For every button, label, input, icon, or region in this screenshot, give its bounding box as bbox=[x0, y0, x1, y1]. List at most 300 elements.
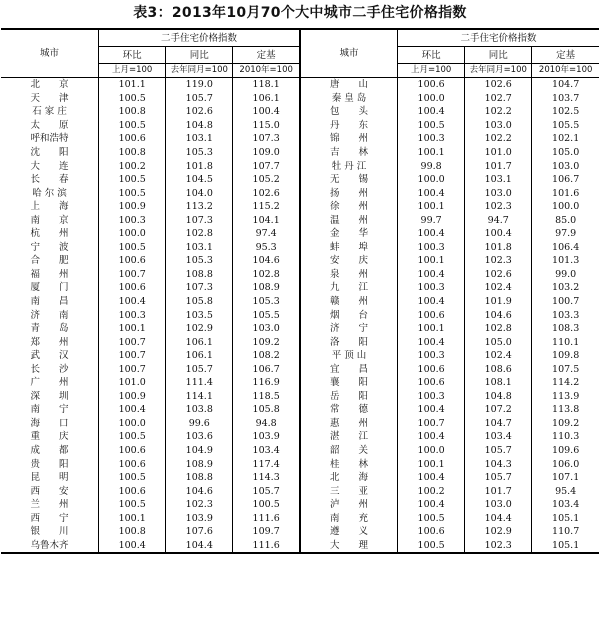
right-base-cell: 105.5 bbox=[552, 119, 580, 131]
table-row bbox=[1, 268, 599, 282]
table-row bbox=[1, 335, 599, 349]
table-row bbox=[1, 159, 599, 173]
left-city-cell: 长 春 bbox=[1, 173, 99, 187]
table-row bbox=[1, 308, 599, 322]
table-row bbox=[1, 146, 599, 160]
left-mom-cell: 100.4 bbox=[99, 539, 166, 554]
right-city-cell: 洛 阳 bbox=[300, 335, 398, 349]
right-base-cell: 114.2 bbox=[552, 377, 580, 389]
left-base-cell: 109.0 bbox=[252, 147, 280, 158]
left-base-cell: 109.2 bbox=[252, 336, 280, 348]
right-base-cell: 103.4 bbox=[552, 499, 580, 511]
yoy-header-left: 同比 bbox=[166, 47, 233, 64]
right-mom-cell: 100.4 bbox=[398, 471, 465, 485]
table-row bbox=[1, 132, 599, 146]
left-yoy-cell: 104.0 bbox=[166, 186, 233, 200]
right-city-cell: 南 充 bbox=[300, 512, 398, 526]
left-city-cell: 太 原 bbox=[1, 119, 99, 133]
left-mom-cell: 100.4 bbox=[99, 295, 166, 309]
right-mom-cell: 100.3 bbox=[398, 241, 465, 255]
right-city-cell: 大 理 bbox=[300, 539, 398, 554]
base-base-left: 2010年=100 bbox=[233, 64, 300, 78]
table-row bbox=[1, 254, 599, 268]
right-mom-cell: 100.4 bbox=[398, 186, 465, 200]
left-base-cell: 100.4 bbox=[252, 106, 280, 118]
left-city-cell: 广 州 bbox=[1, 376, 99, 390]
right-city-cell: 安 庆 bbox=[300, 254, 398, 268]
right-base-cell: 102.1 bbox=[552, 133, 580, 145]
right-mom-cell: 100.2 bbox=[398, 484, 465, 498]
right-yoy-cell: 103.0 bbox=[465, 498, 532, 512]
table-row bbox=[1, 281, 599, 295]
right-yoy-cell: 102.3 bbox=[465, 200, 532, 214]
left-base-cell: 104.6 bbox=[252, 255, 280, 267]
left-city-cell: 大 连 bbox=[1, 159, 99, 173]
right-base-cell: 102.5 bbox=[552, 106, 580, 118]
left-yoy-cell: 104.5 bbox=[166, 173, 233, 187]
left-base-cell: 106.7 bbox=[252, 363, 280, 375]
right-base-cell: 110.3 bbox=[552, 431, 580, 443]
right-yoy-cell: 105.0 bbox=[465, 335, 532, 349]
right-yoy-cell: 102.6 bbox=[465, 78, 532, 92]
table-row bbox=[1, 119, 599, 133]
left-base-cell: 109.7 bbox=[252, 526, 280, 538]
mom-base-left: 上月=100 bbox=[99, 64, 166, 78]
left-base-cell: 100.5 bbox=[252, 499, 280, 511]
left-mom-cell: 100.5 bbox=[99, 471, 166, 485]
left-city-cell: 兰 州 bbox=[1, 498, 99, 512]
left-yoy-cell: 102.6 bbox=[166, 105, 233, 119]
left-mom-cell: 100.6 bbox=[99, 281, 166, 295]
left-mom-cell: 100.9 bbox=[99, 200, 166, 214]
right-yoy-cell: 101.9 bbox=[465, 295, 532, 309]
left-base-cell: 103.4 bbox=[252, 445, 280, 457]
left-yoy-cell: 101.8 bbox=[166, 159, 233, 173]
right-city-cell: 襄 阳 bbox=[300, 376, 398, 390]
right-base-cell: 100.7 bbox=[552, 296, 580, 308]
right-yoy-cell: 104.7 bbox=[465, 417, 532, 431]
right-mom-cell: 100.1 bbox=[398, 200, 465, 214]
right-mom-cell: 100.0 bbox=[398, 173, 465, 187]
left-base-cell: 105.2 bbox=[252, 174, 280, 186]
right-yoy-cell: 108.6 bbox=[465, 362, 532, 376]
right-mom-cell: 100.6 bbox=[398, 308, 465, 322]
city-header-right: 城市 bbox=[300, 29, 398, 78]
yoy-base-right: 去年同月=100 bbox=[465, 64, 532, 78]
right-mom-cell: 100.5 bbox=[398, 539, 465, 554]
right-mom-cell: 100.3 bbox=[398, 132, 465, 146]
right-base-cell: 110.1 bbox=[552, 336, 580, 348]
left-base-cell: 105.7 bbox=[252, 485, 280, 497]
left-yoy-cell: 103.6 bbox=[166, 430, 233, 444]
right-mom-cell: 100.6 bbox=[398, 525, 465, 539]
right-base-cell: 103.3 bbox=[552, 309, 580, 321]
table-row bbox=[1, 471, 599, 485]
right-city-cell: 三 亚 bbox=[300, 484, 398, 498]
left-city-cell: 宁 波 bbox=[1, 241, 99, 255]
right-city-cell: 唐 山 bbox=[300, 78, 398, 92]
right-city-cell: 平 顶 山 bbox=[300, 349, 398, 363]
left-mom-cell: 100.6 bbox=[99, 444, 166, 458]
left-city-cell: 南 宁 bbox=[1, 403, 99, 417]
left-base-cell: 108.9 bbox=[252, 282, 280, 294]
left-city-cell: 上 海 bbox=[1, 200, 99, 214]
right-yoy-cell: 101.7 bbox=[465, 484, 532, 498]
right-base-cell: 103.0 bbox=[552, 160, 580, 172]
table-row bbox=[1, 173, 599, 187]
right-base-cell: 113.9 bbox=[552, 390, 580, 402]
left-mom-cell: 100.7 bbox=[99, 268, 166, 282]
left-city-cell: 成 都 bbox=[1, 444, 99, 458]
right-yoy-cell: 103.0 bbox=[465, 186, 532, 200]
left-mom-cell: 100.7 bbox=[99, 335, 166, 349]
left-mom-cell: 101.0 bbox=[99, 376, 166, 390]
right-mom-cell: 100.4 bbox=[398, 335, 465, 349]
left-city-cell: 乌鲁木齐 bbox=[1, 539, 99, 554]
left-yoy-cell: 114.1 bbox=[166, 390, 233, 404]
right-base-cell: 103.7 bbox=[552, 92, 580, 104]
table-row bbox=[1, 322, 599, 336]
right-base-cell: 108.3 bbox=[552, 323, 580, 335]
right-base-cell: 107.5 bbox=[552, 363, 580, 375]
right-city-cell: 赣 州 bbox=[300, 295, 398, 309]
left-base-cell: 103.9 bbox=[252, 431, 280, 443]
table-row bbox=[1, 200, 599, 214]
left-mom-cell: 100.5 bbox=[99, 119, 166, 133]
left-city-cell: 天 津 bbox=[1, 92, 99, 106]
table-row bbox=[1, 457, 599, 471]
left-city-cell: 哈 尔 滨 bbox=[1, 186, 99, 200]
left-yoy-cell: 106.1 bbox=[166, 349, 233, 363]
right-city-cell: 桂 林 bbox=[300, 457, 398, 471]
right-yoy-cell: 102.8 bbox=[465, 322, 532, 336]
left-city-cell: 长 沙 bbox=[1, 362, 99, 376]
right-city-cell: 金 华 bbox=[300, 227, 398, 241]
right-mom-cell: 99.7 bbox=[398, 213, 465, 227]
left-yoy-cell: 113.2 bbox=[166, 200, 233, 214]
table-row bbox=[1, 430, 599, 444]
right-city-cell: 湛 江 bbox=[300, 430, 398, 444]
left-yoy-cell: 107.3 bbox=[166, 213, 233, 227]
right-base-cell: 106.0 bbox=[552, 458, 580, 470]
group-header-left: 二手住宅价格指数 bbox=[99, 29, 300, 47]
left-base-cell: 102.6 bbox=[252, 187, 280, 199]
right-base-cell: 113.8 bbox=[552, 404, 580, 416]
left-yoy-cell: 102.3 bbox=[166, 498, 233, 512]
base-header-right: 定基 bbox=[532, 47, 599, 64]
left-yoy-cell: 108.9 bbox=[166, 457, 233, 471]
left-base-cell: 105.8 bbox=[252, 404, 280, 416]
left-city-cell: 昆 明 bbox=[1, 471, 99, 485]
right-yoy-cell: 104.3 bbox=[465, 457, 532, 471]
right-mom-cell: 100.6 bbox=[398, 376, 465, 390]
table-row bbox=[1, 213, 599, 227]
left-base-cell: 115.2 bbox=[252, 201, 280, 213]
right-yoy-cell: 102.2 bbox=[465, 132, 532, 146]
left-base-cell: 105.5 bbox=[252, 309, 280, 321]
table-row bbox=[1, 105, 599, 119]
right-base-cell: 85.0 bbox=[555, 214, 577, 226]
right-yoy-cell: 102.6 bbox=[465, 268, 532, 282]
right-city-cell: 九 江 bbox=[300, 281, 398, 295]
right-city-cell: 泸 州 bbox=[300, 498, 398, 512]
group-header-right: 二手住宅价格指数 bbox=[398, 29, 599, 47]
left-mom-cell: 100.5 bbox=[99, 173, 166, 187]
right-mom-cell: 100.4 bbox=[398, 227, 465, 241]
table-row bbox=[1, 539, 599, 554]
right-city-cell: 吉 林 bbox=[300, 146, 398, 160]
left-yoy-cell: 105.3 bbox=[166, 146, 233, 160]
left-city-cell: 西 宁 bbox=[1, 512, 99, 526]
right-yoy-cell: 102.4 bbox=[465, 349, 532, 363]
left-yoy-cell: 105.7 bbox=[166, 92, 233, 106]
left-base-cell: 94.8 bbox=[255, 417, 277, 429]
right-base-cell: 109.2 bbox=[552, 417, 580, 429]
table-row bbox=[1, 295, 599, 309]
table-title: 表3：2013年10月70个大中城市二手住宅价格指数 bbox=[133, 5, 467, 21]
table-row bbox=[1, 376, 599, 390]
right-yoy-cell: 101.8 bbox=[465, 241, 532, 255]
left-yoy-cell: 108.8 bbox=[166, 471, 233, 485]
left-city-cell: 青 岛 bbox=[1, 322, 99, 336]
table-row bbox=[1, 92, 599, 106]
right-yoy-cell: 102.3 bbox=[465, 254, 532, 268]
left-yoy-cell: 108.8 bbox=[166, 268, 233, 282]
right-yoy-cell: 103.4 bbox=[465, 430, 532, 444]
left-city-cell: 北 京 bbox=[1, 78, 99, 92]
left-yoy-cell: 105.7 bbox=[166, 362, 233, 376]
left-city-cell: 石 家 庄 bbox=[1, 105, 99, 119]
left-city-cell: 沈 阳 bbox=[1, 146, 99, 160]
left-mom-cell: 100.5 bbox=[99, 92, 166, 106]
right-city-cell: 徐 州 bbox=[300, 200, 398, 214]
left-mom-cell: 100.5 bbox=[99, 186, 166, 200]
left-base-cell: 118.5 bbox=[252, 390, 280, 402]
base-base-right: 2010年=100 bbox=[532, 64, 599, 78]
left-base-cell: 102.8 bbox=[252, 268, 280, 280]
right-mom-cell: 100.1 bbox=[398, 254, 465, 268]
left-city-cell: 济 南 bbox=[1, 308, 99, 322]
right-base-cell: 99.0 bbox=[555, 268, 577, 280]
left-city-cell: 郑 州 bbox=[1, 335, 99, 349]
left-yoy-cell: 99.6 bbox=[166, 417, 233, 431]
table-row bbox=[1, 241, 599, 255]
right-base-cell: 103.2 bbox=[552, 282, 580, 294]
right-base-cell: 95.4 bbox=[555, 485, 577, 497]
left-yoy-cell: 103.5 bbox=[166, 308, 233, 322]
left-base-cell: 106.1 bbox=[252, 92, 280, 104]
left-yoy-cell: 106.1 bbox=[166, 335, 233, 349]
right-base-cell: 101.3 bbox=[552, 255, 580, 267]
table-row bbox=[1, 403, 599, 417]
right-yoy-cell: 101.0 bbox=[465, 146, 532, 160]
right-base-cell: 105.1 bbox=[532, 539, 599, 554]
right-city-cell: 韶 关 bbox=[300, 444, 398, 458]
right-base-cell: 101.6 bbox=[552, 187, 580, 199]
right-mom-cell: 100.4 bbox=[398, 295, 465, 309]
left-mom-cell: 100.6 bbox=[99, 484, 166, 498]
table-row bbox=[1, 390, 599, 404]
right-city-cell: 宜 昌 bbox=[300, 362, 398, 376]
right-mom-cell: 100.5 bbox=[398, 119, 465, 133]
right-city-cell: 秦 皇 岛 bbox=[300, 92, 398, 106]
left-yoy-cell: 102.8 bbox=[166, 227, 233, 241]
left-mom-cell: 100.2 bbox=[99, 159, 166, 173]
left-mom-cell: 100.6 bbox=[99, 132, 166, 146]
table-row bbox=[1, 498, 599, 512]
city-header-left: 城市 bbox=[1, 29, 99, 78]
table-row bbox=[1, 349, 599, 363]
yoy-header-right: 同比 bbox=[465, 47, 532, 64]
left-mom-cell: 100.0 bbox=[99, 417, 166, 431]
right-mom-cell: 100.4 bbox=[398, 498, 465, 512]
left-base-cell: 116.9 bbox=[252, 377, 280, 389]
left-city-cell: 银 川 bbox=[1, 525, 99, 539]
left-base-cell: 97.4 bbox=[255, 228, 277, 240]
left-mom-cell: 100.3 bbox=[99, 213, 166, 227]
right-mom-cell: 100.6 bbox=[398, 78, 465, 92]
right-yoy-cell: 103.1 bbox=[465, 173, 532, 187]
left-mom-cell: 100.7 bbox=[99, 349, 166, 363]
left-yoy-cell: 104.8 bbox=[166, 119, 233, 133]
left-base-cell: 117.4 bbox=[252, 458, 280, 470]
right-city-cell: 温 州 bbox=[300, 213, 398, 227]
left-mom-cell: 100.1 bbox=[99, 322, 166, 336]
right-city-cell: 惠 州 bbox=[300, 417, 398, 431]
left-yoy-cell: 102.9 bbox=[166, 322, 233, 336]
right-mom-cell: 100.3 bbox=[398, 390, 465, 404]
right-mom-cell: 100.1 bbox=[398, 322, 465, 336]
left-base-cell: 107.7 bbox=[252, 160, 280, 172]
right-yoy-cell: 102.4 bbox=[465, 281, 532, 295]
mom-header-left: 环比 bbox=[99, 47, 166, 64]
right-base-cell: 107.1 bbox=[552, 472, 580, 484]
right-city-cell: 丹 东 bbox=[300, 119, 398, 133]
left-city-cell: 南 京 bbox=[1, 213, 99, 227]
right-mom-cell: 100.4 bbox=[398, 430, 465, 444]
right-base-cell: 104.7 bbox=[552, 79, 580, 91]
right-yoy-cell: 102.2 bbox=[465, 105, 532, 119]
left-yoy-cell: 103.9 bbox=[166, 512, 233, 526]
left-city-cell: 福 州 bbox=[1, 268, 99, 282]
table-row bbox=[1, 186, 599, 200]
left-city-cell: 贵 阳 bbox=[1, 457, 99, 471]
left-city-cell: 深 圳 bbox=[1, 390, 99, 404]
right-yoy-cell: 94.7 bbox=[465, 213, 532, 227]
left-mom-cell: 100.5 bbox=[99, 241, 166, 255]
left-city-cell: 呼和浩特 bbox=[1, 132, 99, 146]
left-mom-cell: 100.7 bbox=[99, 362, 166, 376]
right-mom-cell: 100.1 bbox=[398, 146, 465, 160]
left-yoy-cell: 103.8 bbox=[166, 403, 233, 417]
table-row bbox=[1, 227, 599, 241]
right-city-cell: 锦 州 bbox=[300, 132, 398, 146]
right-yoy-cell: 102.9 bbox=[465, 525, 532, 539]
right-base-cell: 106.4 bbox=[552, 241, 580, 253]
base-header-left: 定基 bbox=[233, 47, 300, 64]
left-city-cell: 海 口 bbox=[1, 417, 99, 431]
right-base-cell: 109.8 bbox=[552, 350, 580, 362]
table-row bbox=[1, 362, 599, 376]
left-city-cell: 重 庆 bbox=[1, 430, 99, 444]
right-yoy-cell: 102.7 bbox=[465, 92, 532, 106]
right-base-cell: 100.0 bbox=[552, 201, 580, 213]
table-row bbox=[1, 525, 599, 539]
left-city-cell: 西 安 bbox=[1, 484, 99, 498]
left-base-cell: 114.3 bbox=[252, 472, 280, 484]
left-base-cell: 104.1 bbox=[252, 214, 280, 226]
right-base-cell: 105.1 bbox=[552, 512, 580, 524]
right-mom-cell: 100.4 bbox=[398, 268, 465, 282]
right-yoy-cell: 104.4 bbox=[465, 512, 532, 526]
right-base-cell: 105.0 bbox=[552, 147, 580, 158]
right-mom-cell: 100.3 bbox=[398, 349, 465, 363]
right-yoy-cell: 103.0 bbox=[465, 119, 532, 133]
left-yoy-cell: 104.4 bbox=[166, 539, 233, 554]
left-yoy-cell: 111.4 bbox=[166, 376, 233, 390]
right-mom-cell: 100.7 bbox=[398, 417, 465, 431]
left-mom-cell: 101.1 bbox=[99, 78, 166, 92]
left-base-cell: 95.3 bbox=[255, 241, 277, 253]
left-base-cell: 103.0 bbox=[252, 323, 280, 335]
left-yoy-cell: 104.9 bbox=[166, 444, 233, 458]
right-city-cell: 岳 阳 bbox=[300, 390, 398, 404]
right-city-cell: 济 宁 bbox=[300, 322, 398, 336]
left-yoy-cell: 119.0 bbox=[166, 78, 233, 92]
right-mom-cell: 100.4 bbox=[398, 403, 465, 417]
table-row bbox=[1, 78, 599, 92]
right-yoy-cell: 100.4 bbox=[465, 227, 532, 241]
left-yoy-cell: 103.1 bbox=[166, 241, 233, 255]
left-base-cell: 118.1 bbox=[252, 79, 280, 91]
left-base-cell: 107.3 bbox=[252, 133, 280, 145]
right-base-cell: 110.7 bbox=[552, 526, 580, 538]
left-city-cell: 合 肥 bbox=[1, 254, 99, 268]
right-mom-cell: 100.6 bbox=[398, 362, 465, 376]
right-city-cell: 蚌 埠 bbox=[300, 241, 398, 255]
mom-base-right: 上月=100 bbox=[398, 64, 465, 78]
table-row bbox=[1, 512, 599, 526]
left-base-cell: 108.2 bbox=[252, 350, 280, 362]
right-mom-cell: 100.5 bbox=[398, 512, 465, 526]
left-city-cell: 厦 门 bbox=[1, 281, 99, 295]
right-yoy-cell: 105.7 bbox=[465, 444, 532, 458]
left-city-cell: 武 汉 bbox=[1, 349, 99, 363]
left-base-cell: 111.6 bbox=[233, 539, 300, 554]
right-yoy-cell: 108.1 bbox=[465, 376, 532, 390]
left-mom-cell: 100.5 bbox=[99, 498, 166, 512]
left-yoy-cell: 107.3 bbox=[166, 281, 233, 295]
right-mom-cell: 100.0 bbox=[398, 92, 465, 106]
right-city-cell: 牡 丹 江 bbox=[300, 159, 398, 173]
left-yoy-cell: 107.6 bbox=[166, 525, 233, 539]
right-mom-cell: 100.4 bbox=[398, 105, 465, 119]
left-mom-cell: 100.8 bbox=[99, 146, 166, 160]
left-yoy-cell: 105.8 bbox=[166, 295, 233, 309]
left-yoy-cell: 105.3 bbox=[166, 254, 233, 268]
right-base-cell: 97.9 bbox=[555, 228, 577, 240]
right-city-cell: 无 锡 bbox=[300, 173, 398, 187]
left-city-cell: 杭 州 bbox=[1, 227, 99, 241]
right-city-cell: 扬 州 bbox=[300, 186, 398, 200]
left-mom-cell: 100.1 bbox=[99, 512, 166, 526]
price-index-table bbox=[1, 28, 599, 554]
right-yoy-cell: 102.3 bbox=[465, 539, 532, 554]
left-mom-cell: 100.6 bbox=[99, 457, 166, 471]
right-city-cell: 遵 义 bbox=[300, 525, 398, 539]
left-base-cell: 105.3 bbox=[252, 296, 280, 308]
table-body bbox=[1, 78, 599, 554]
